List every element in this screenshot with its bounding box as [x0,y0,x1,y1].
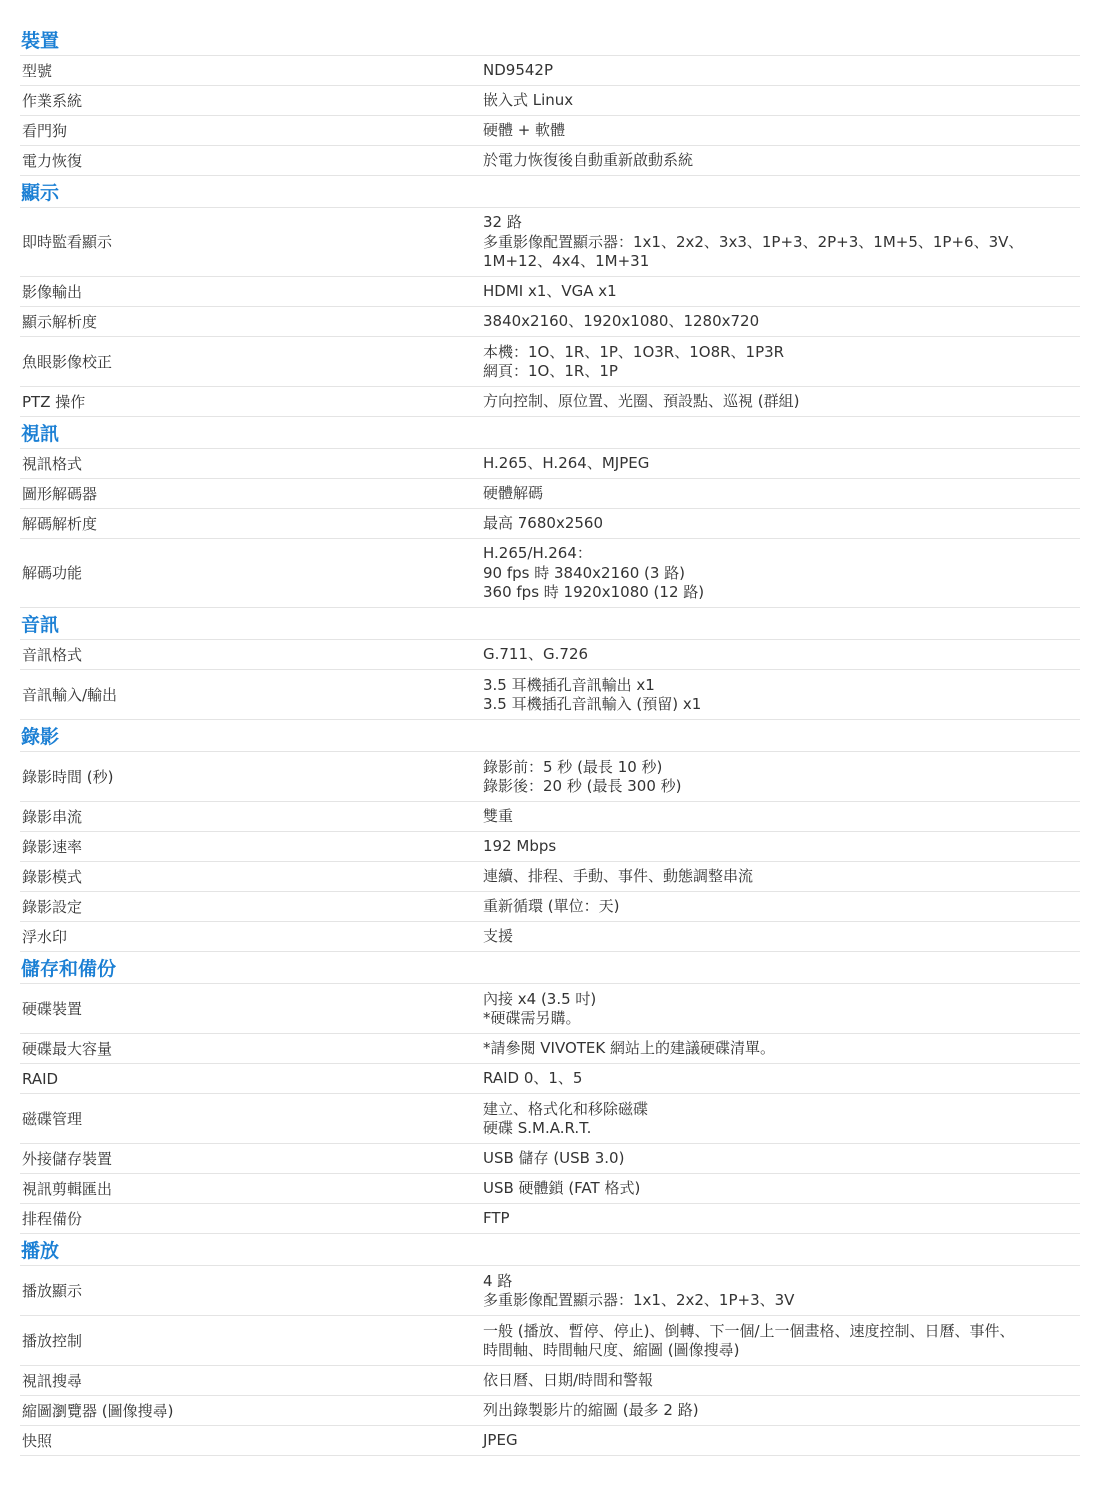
spec-value-line: 雙重 [483,807,514,826]
spec-row [20,752,1080,802]
spec-value [483,645,1080,665]
spec-row [20,479,1080,509]
spec-value-line: 支援 [483,927,514,946]
spec-value [483,1149,1080,1169]
spec-label: 視訊格式 [22,454,83,473]
spec-label: 即時監看顯示 [22,233,113,251]
spec-value [483,927,1080,947]
spec-label: 魚眼影像校正 [22,352,113,371]
spec-label: 型號 [22,61,53,80]
spec-value-line: 網頁：1O、1R、1P [483,362,618,380]
spec-value [483,837,1080,857]
spec-row [20,1034,1080,1064]
spec-value [483,1209,1080,1229]
spec-value [483,484,1080,504]
section-heading: 視訊 [20,417,1080,449]
spec-value-line: 時間軸、時間軸尺度、縮圖 (圖像搜尋) [483,1341,740,1359]
spec-value-line: *請參閱 VIVOTEK 網站上的建議硬碟清單。 [483,1039,776,1058]
spec-value [483,990,1080,1029]
spec-row [20,307,1080,337]
spec-label: 顯示解析度 [22,312,98,331]
spec-value-line: 本機：1O、1R、1P、1O3R、1O8R、1P3R [483,342,785,361]
spec-label: 看門狗 [22,121,68,140]
spec-label: 錄影串流 [22,807,83,826]
spec-row [20,984,1080,1034]
spec-value-line: ND9542P [483,61,553,80]
spec-value [483,1322,1080,1361]
spec-label: 排程備份 [22,1209,83,1228]
spec-value-line: 32 路 [483,213,522,232]
spec-label: 播放控制 [22,1331,83,1350]
spec-value [483,151,1080,171]
spec-row [20,1426,1080,1456]
spec-value-line: *硬碟需另購。 [483,1009,581,1027]
spec-table [20,24,1080,1456]
spec-label: 錄影模式 [22,867,83,886]
spec-row [20,1094,1080,1144]
spec-value [483,1100,1080,1139]
spec-label: 錄影速率 [22,837,83,856]
spec-label: 電力恢復 [22,151,83,170]
spec-value-line: 硬碟 S.M.A.R.T. [483,1119,592,1137]
section-heading: 顯示 [20,176,1080,208]
spec-value-line: 1M+12、4x4、1M+31 [483,252,650,271]
spec-row [20,449,1080,479]
spec-value-line: 3.5 耳機插孔音訊輸出 x1 [483,675,655,694]
spec-value-line: 硬體 + 軟體 [483,121,566,140]
spec-value-line: 多重影像配置顯示器：1x1、2x2、1P+3、3V [483,1291,795,1309]
spec-value [483,867,1080,887]
spec-label: 浮水印 [22,927,68,946]
spec-value-line: 硬體解碼 [483,484,544,503]
spec-label: 外接儲存裝置 [22,1149,113,1168]
spec-label: 錄影時間 (秒) [22,767,114,786]
spec-value-line: 連續、排程、手動、事件、動態調整串流 [483,867,754,886]
spec-row [20,922,1080,952]
spec-value [483,392,1080,412]
spec-row [20,277,1080,307]
spec-value [483,1039,1080,1059]
spec-value-line: 內接 x4 (3.5 吋) [483,989,597,1008]
spec-value-line: 嵌入式 Linux [483,91,574,110]
spec-value-line: 90 fps 時 3840x2160 (3 路) [483,563,686,582]
spec-value-line: 錄影後：20 秒 (最長 300 秒) [483,777,682,795]
spec-value [483,1179,1080,1199]
spec-value [483,544,1080,603]
spec-value [483,343,1080,382]
spec-row [20,116,1080,146]
spec-row [20,832,1080,862]
spec-value-line: HDMI x1、VGA x1 [483,282,617,301]
spec-value-line: 最高 7680x2560 [483,514,603,533]
spec-label: 解碼功能 [22,564,83,582]
spec-row [20,387,1080,417]
spec-value-line: H.265、H.264、MJPEG [483,454,650,473]
spec-row [20,539,1080,608]
spec-row [20,509,1080,539]
spec-row [20,892,1080,922]
spec-value-line: 建立、格式化和移除磁碟 [483,1099,649,1118]
spec-label: 視訊剪輯匯出 [22,1179,113,1198]
spec-value [483,213,1080,272]
spec-value [483,121,1080,141]
spec-value [483,282,1080,302]
spec-value-line: 192 Mbps [483,837,557,856]
spec-row [20,56,1080,86]
spec-label: 縮圖瀏覽器 (圖像搜尋) [22,1401,174,1420]
spec-label: 磁碟管理 [22,1109,83,1128]
spec-value-line: 3840x2160、1920x1080、1280x720 [483,312,760,331]
spec-value [483,91,1080,111]
spec-row [20,337,1080,387]
spec-row [20,802,1080,832]
spec-label: 硬碟裝置 [22,999,83,1018]
spec-value [483,61,1080,81]
spec-value-line: 360 fps 時 1920x1080 (12 路) [483,583,705,602]
spec-value-line: 重新循環 (單位：天) [483,897,620,916]
spec-row [20,640,1080,670]
spec-label: RAID [22,1069,59,1088]
spec-label: 影像輸出 [22,282,83,301]
spec-label: 視訊搜尋 [22,1371,83,1390]
spec-value-line: 4 路 [483,1271,513,1290]
spec-row [20,86,1080,116]
spec-value-line: 錄影前：5 秒 (最長 10 秒) [483,757,663,776]
spec-row [20,1266,1080,1316]
spec-value-line: 依日曆、日期/時間和警報 [483,1371,654,1390]
spec-label: 音訊格式 [22,645,83,664]
spec-label: 硬碟最大容量 [22,1039,113,1058]
spec-label: PTZ 操作 [22,392,86,411]
spec-value [483,1069,1080,1089]
spec-label: 作業系統 [22,91,83,110]
section-heading: 播放 [20,1234,1080,1266]
spec-value-line: G.711、G.726 [483,645,589,664]
spec-row [20,208,1080,277]
spec-value-line: USB 硬體鎖 (FAT 格式) [483,1179,641,1198]
spec-value-line: 3.5 耳機插孔音訊輸入 (預留) x1 [483,695,702,713]
spec-value-line: 一般 (播放、暫停、停止)、倒轉、下一個/上一個畫格、速度控制、日曆、事件、 [483,1321,1015,1340]
spec-value [483,1431,1080,1451]
section-heading: 儲存和備份 [20,952,1080,984]
spec-value [483,676,1080,715]
spec-value-line: 方向控制、原位置、光圈、預設點、巡視 (群組) [483,392,800,411]
spec-row [20,1174,1080,1204]
spec-value-line: JPEG [483,1431,518,1450]
spec-label: 播放顯示 [22,1281,83,1300]
spec-value-line: 列出錄製影片的縮圖 (最多 2 路) [483,1401,699,1420]
spec-value [483,514,1080,534]
spec-label: 音訊輸入/輸出 [22,685,118,704]
spec-row [20,1366,1080,1396]
section-heading: 音訊 [20,608,1080,640]
spec-row [20,1316,1080,1366]
spec-value-line: USB 儲存 (USB 3.0) [483,1149,625,1168]
spec-row [20,1064,1080,1094]
spec-value-line: 多重影像配置顯示器：1x1、2x2、3x3、1P+3、2P+3、1M+5、1P+6、3V、 [483,232,1024,251]
spec-row [20,862,1080,892]
spec-value [483,807,1080,827]
spec-value-line: H.265/H.264： [483,544,592,563]
spec-row [20,1144,1080,1174]
spec-value-line: 於電力恢復後自動重新啟動系統 [483,151,694,170]
spec-value [483,312,1080,332]
spec-value [483,758,1080,797]
spec-label: 錄影設定 [22,897,83,916]
spec-value [483,1401,1080,1421]
spec-label: 快照 [22,1431,53,1450]
spec-row [20,146,1080,176]
section-heading: 錄影 [20,720,1080,752]
section-heading: 裝置 [20,24,1080,56]
spec-row [20,1204,1080,1234]
spec-value [483,1371,1080,1391]
spec-value [483,1272,1080,1311]
spec-value [483,454,1080,474]
spec-row [20,670,1080,720]
spec-label: 圖形解碼器 [22,484,98,503]
spec-value-line: RAID 0、1、5 [483,1069,583,1088]
spec-label: 解碼解析度 [22,514,98,533]
spec-value [483,897,1080,917]
spec-value-line: FTP [483,1209,510,1228]
spec-row [20,1396,1080,1426]
